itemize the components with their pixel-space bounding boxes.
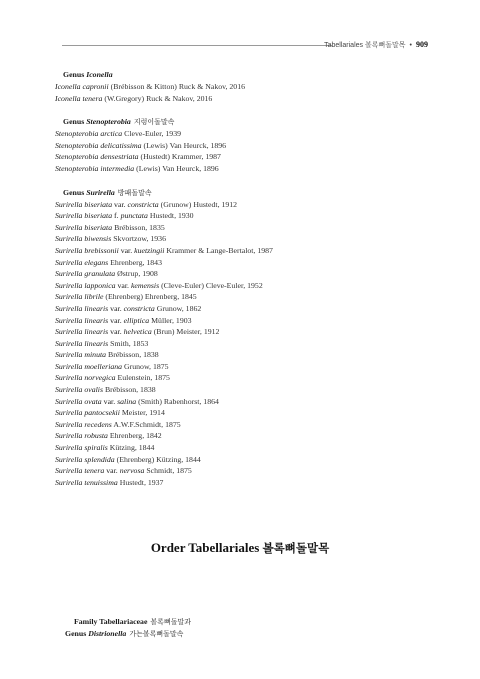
family-korean: 볼록뼈돌말과 [150,618,191,626]
species-name: Stenopterobia arctica [55,129,123,139]
species-name: Iconella capronii [55,82,109,91]
species-name: Surirella librile [55,292,104,302]
species-entry [55,372,425,384]
species-entry [55,361,425,373]
order-korean: 볼록뼈돌말목 [262,541,330,555]
species-entry [55,407,425,419]
species-entry [55,326,425,338]
species-authority: Schmidt, 1875 [146,466,192,476]
genus-prefix: Genus [63,187,85,197]
species-entry [55,396,425,408]
species-authority: (Grunow) Hustedt, 1912 [160,199,238,209]
genus-korean: 지렁이돌말속 [133,118,175,127]
species-name: Surirella linearis var. elliptica [55,315,150,325]
header-rule [62,45,332,46]
species-entry [55,257,425,269]
genus-name: Stenopterobia [86,117,131,127]
species-entry [55,163,425,175]
species-authority: Krammer & Lange-Bertalot, 1987 [166,245,273,255]
genus-prefix: Genus [63,117,85,127]
species-authority: Grunow, 1875 [124,361,169,371]
species-authority: Ehrenberg, 1842 [109,431,162,441]
genus-korean: 방패돌말속 [117,188,152,197]
species-name: Surirella biseriata f. punctata [55,211,148,221]
species-authority: (Lewis) Van Heurck, 1896 [136,163,219,173]
species-entry [55,245,425,257]
genus-prefix: Genus [63,70,85,79]
species-name: Surirella granulata [55,269,116,279]
species-authority: Meister, 1914 [121,408,165,418]
species-entry [55,280,425,292]
species-entry [55,338,425,350]
species-authority: (Cleve-Euler) Cleve-Euler, 1952 [161,280,263,290]
page-number: 909 [416,40,428,49]
species-authority: Hustedt, 1937 [119,477,164,487]
genus-section [55,69,425,104]
species-authority: (W.Gregory) Ruck & Nakov, 2016 [104,93,213,103]
species-name: Surirella biseriata [55,222,113,232]
species-name: Surirella recedens [55,419,112,429]
species-list [55,69,425,500]
genus-korean: 가는볼록뼈돌말속 [129,630,184,638]
genus-name: Distrionella [88,629,127,638]
species-name: Stenopterobia intermedia [55,163,135,173]
species-name: Surirella robusta [55,431,108,441]
genus-heading [63,69,425,81]
species-name: Surirella linearis var. constricta [55,303,155,313]
species-authority: Skvortzow, 1936 [113,234,166,244]
species-authority: Brébisson, 1838 [104,385,156,395]
species-entry [55,93,425,105]
species-name: Surirella ovata var. salina [55,396,137,406]
species-authority: (Smith) Rabenhorst, 1864 [138,396,219,406]
species-entry [55,465,425,477]
species-authority: Østrup, 1908 [117,269,158,279]
species-name: Iconella tenera [55,93,103,103]
species-entry [55,315,425,327]
species-entry [55,442,425,454]
species-authority: Ehrenberg, 1843 [110,257,162,267]
genus-prefix: Genus [65,629,87,638]
species-authority: Smith, 1853 [110,338,149,348]
species-authority: Brébisson, 1835 [114,222,165,232]
species-name: Surirella biseriata var. constricta [55,199,159,209]
species-name: Stenopterobia delicatissima [55,140,142,150]
genus-heading [63,116,425,128]
species-entry [55,419,425,431]
species-entry [55,477,425,489]
species-name: Surirella norvegica [55,373,116,383]
species-entry [55,303,425,315]
species-entry [55,199,425,211]
species-authority: Müller, 1903 [151,315,192,325]
species-entry [55,454,425,466]
species-name: Surirella pantocsekii [55,408,120,418]
species-authority: (Lewis) Van Heurck, 1896 [143,140,227,150]
species-authority: Cleve-Euler, 1939 [124,129,182,139]
order-label: Order Tabellariales [150,540,260,555]
species-authority: (Hustedt) Krammer, 1987 [140,152,221,162]
species-name: Surirella tenera var. nervosa [55,466,145,476]
species-name: Surirella elegans [55,257,109,267]
family-block [65,616,191,640]
species-name: Surirella brebissonii var. kuetzingii [55,245,165,255]
species-entry [55,210,425,222]
family-heading [74,616,191,628]
species-entry [55,81,425,93]
species-name: Surirella splendida [55,454,115,464]
species-name: Surirella moelleriana [55,361,123,371]
species-entry [55,430,425,442]
genus-section [55,116,425,174]
species-authority: A.W.F.Schmidt, 1875 [113,419,181,429]
species-name: Surirella biwensis [55,234,112,244]
family-prefix: Family [74,617,98,626]
species-authority: Eulenstein, 1875 [117,373,170,383]
species-name: Surirella ovalis [55,385,104,395]
species-entry [55,349,425,361]
species-authority: Grunow, 1862 [156,303,202,313]
genus-heading [63,187,425,199]
running-header [324,40,428,50]
genus-heading-distrionella [65,628,191,640]
species-name: Surirella linearis [55,338,109,348]
species-authority: (Brun) Meister, 1912 [153,327,220,337]
order-heading [0,540,480,556]
species-name: Surirella linearis var. helvetica [55,327,152,337]
species-entry [55,140,425,152]
species-entry [55,151,425,163]
genus-name: Iconella [86,70,113,79]
species-entry [55,233,425,245]
species-authority: Brébisson, 1838 [108,350,159,360]
species-name: Stenopterobia densestriata [55,152,139,162]
family-name: Tabellariaceae [99,617,148,626]
species-authority: (Ehrenberg) Ehrenberg, 1845 [105,292,197,302]
genus-section [55,187,425,489]
species-entry [55,291,425,303]
species-authority: (Ehrenberg) Kützing, 1844 [116,454,201,464]
species-authority: Hustedt, 1930 [149,211,194,221]
species-name: Surirella spiralis [55,443,108,453]
species-name: Surirella lapponica var. kemensis [55,280,160,290]
species-entry [55,222,425,234]
species-name: Surirella minuta [55,350,107,360]
species-entry [55,128,425,140]
species-name: Surirella tenuissima [55,477,118,487]
species-entry [55,384,425,396]
species-authority: (Brébisson & Kitton) Ruck & Nakov, 2016 [110,82,246,91]
species-authority: Kützing, 1844 [109,443,155,453]
genus-name: Surirella [86,187,115,197]
running-title: Tabellariales 볼록뼈돌말목 [324,42,406,49]
species-entry [55,268,425,280]
header-bullet: • [409,42,412,49]
